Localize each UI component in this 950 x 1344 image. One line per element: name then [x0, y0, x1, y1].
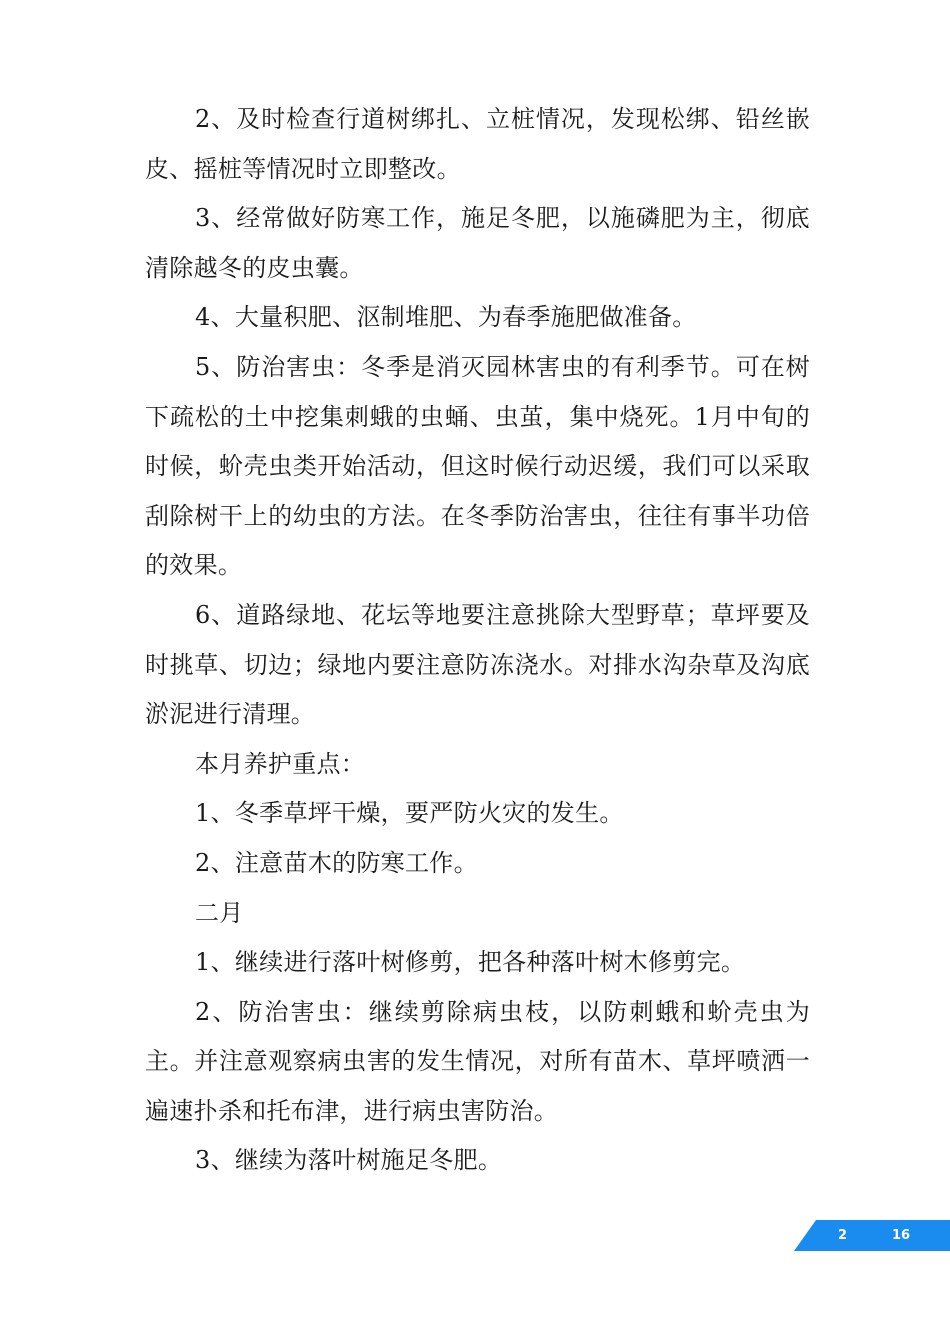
document-body	[145, 95, 810, 1186]
page-number: 2	[838, 1228, 848, 1243]
section-heading: 本月养护重点：	[195, 749, 366, 778]
paragraph: 1、继续进行落叶树修剪，把各种落叶树木修剪完。	[195, 948, 746, 977]
paragraph: 2、注意苗木的防寒工作。	[195, 848, 478, 877]
page-total: 16	[892, 1228, 911, 1243]
paragraph: 3、继续为落叶树施足冬肥。	[195, 1146, 503, 1175]
paragraph: 3、经常做好防寒工作，施足冬肥，以施磷肥为主，彻底清除越冬的皮虫囊。	[145, 204, 810, 282]
paragraph: 4、大量积肥、沤制堆肥、为春季施肥做准备。	[195, 303, 697, 332]
paragraph: 6、道路绿地、花坛等地要注意挑除大型野草；草坪要及时挑草、切边；绿地内要注意防冻浇水。对排水沟杂草及沟底淤泥进行清理。	[145, 600, 810, 729]
paragraph: 1、冬季草坪干燥，要严防火灾的发生。	[195, 799, 624, 828]
page-footer	[794, 1220, 950, 1251]
month-heading: 二月	[195, 898, 244, 927]
paragraph: 5、防治害虫：冬季是消灭园林害虫的有利季节。可在树下疏松的土中挖集刺蛾的虫蛹、虫茧，集中烧死。1月中旬的时候，蚧壳虫类开始活动，但这时候行动迟缓，我们可以采取刮除树干上的幼虫的方法。在冬季防治害虫，往往有事半功倍的效果。	[145, 352, 810, 580]
paragraph: 2、及时检查行道树绑扎、立桩情况，发现松绑、铅丝嵌皮、摇桩等情况时立即整改。	[145, 105, 810, 183]
paragraph: 2、防治害虫：继续剪除病虫枝，以防刺蛾和蚧壳虫为主。并注意观察病虫害的发生情况，对所有苗木、草坪喷洒一遍速扑杀和托布津，进行病虫害防治。	[145, 997, 810, 1125]
footer-banner	[794, 1220, 950, 1251]
